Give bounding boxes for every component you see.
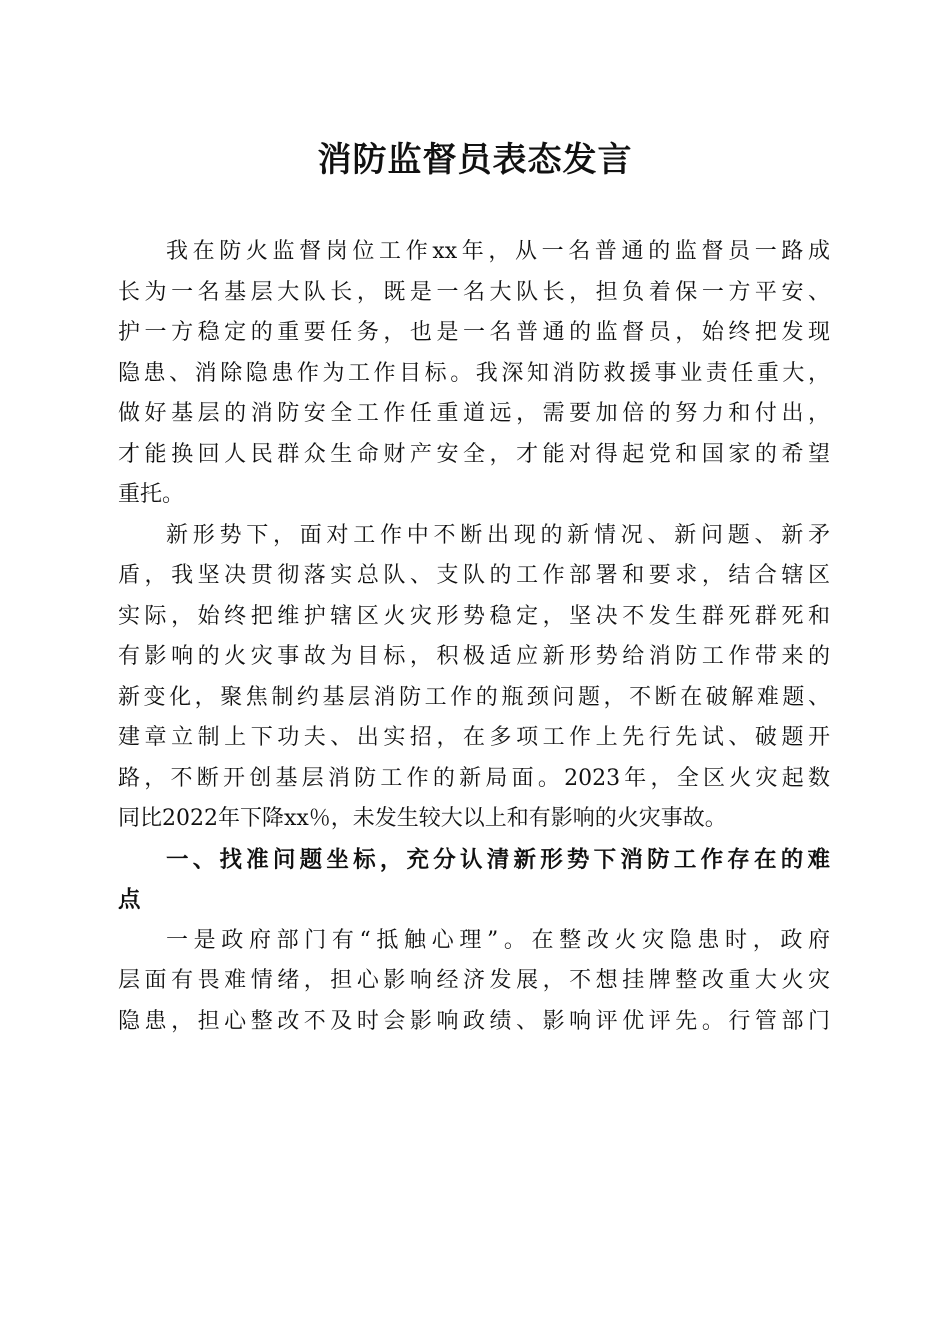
text-line: 建章立制上下功夫、出实招，在多项工作上先行先试、破题开 (118, 725, 830, 750)
text-line: 才能换回人民群众生命财产安全，才能对得起党和国家的希望 (118, 441, 830, 467)
document-title: 消防监督员表态发言 (317, 140, 633, 180)
text-line: 长为一名基层大队长，既是一名大队长，担负着保一方平安、 (118, 279, 830, 305)
text-line: 护一方稳定的重要任务，也是一名普通的监督员，始终把发现 (118, 320, 830, 345)
text-line: 做好基层的消防安全工作任重道远，需要加倍的努力和付出， (118, 401, 830, 426)
paragraph-1 (118, 232, 830, 516)
heading-line: 一、找准问题坐标，充分认清新形势下消防工作存在的难 (166, 846, 830, 873)
text-line: 有影响的火灾事故为目标，积极适应新形势给消防工作带来的 (118, 644, 830, 669)
text-line: 一是政府部门有“抵触心理”。在整改火灾隐患时，政府 (166, 927, 830, 953)
text-line: 新形势下，面对工作中不断出现的新情况、新问题、新矛 (166, 522, 830, 548)
section-heading-1 (118, 840, 830, 921)
paragraph-2 (118, 516, 830, 840)
text-line: 同比2022年下降xx％，未发生较大以上和有影响的火灾事故。 (118, 806, 727, 831)
heading-line: 点 (118, 887, 141, 913)
text-line: 隐患，担心整改不及时会影响政绩、影响评优评先。行管部门 (118, 1008, 830, 1034)
text-line: 层面有畏难情绪，担心影响经济发展，不想挂牌整改重大火灾 (118, 968, 830, 993)
text-line: 我在防火监督岗位工作xx年，从一名普通的监督员一路成 (166, 239, 830, 264)
text-line: 新变化，聚焦制约基层消防工作的瓶颈问题，不断在破解难题、 (118, 684, 830, 710)
text-line: 路，不断开创基层消防工作的新局面。2023年，全区火灾起数 (118, 765, 830, 791)
text-line: 隐患、消除隐患作为工作目标。我深知消防救援事业责任重大， (118, 360, 830, 386)
text-line: 重托。 (118, 482, 185, 507)
document-body (118, 232, 830, 1042)
text-line: 实际，始终把维护辖区火灾形势稳定，坚决不发生群死群死和 (118, 603, 830, 629)
text-line: 盾，我坚决贯彻落实总队、支队的工作部署和要求，结合辖区 (118, 563, 830, 588)
paragraph-3 (118, 921, 830, 1043)
